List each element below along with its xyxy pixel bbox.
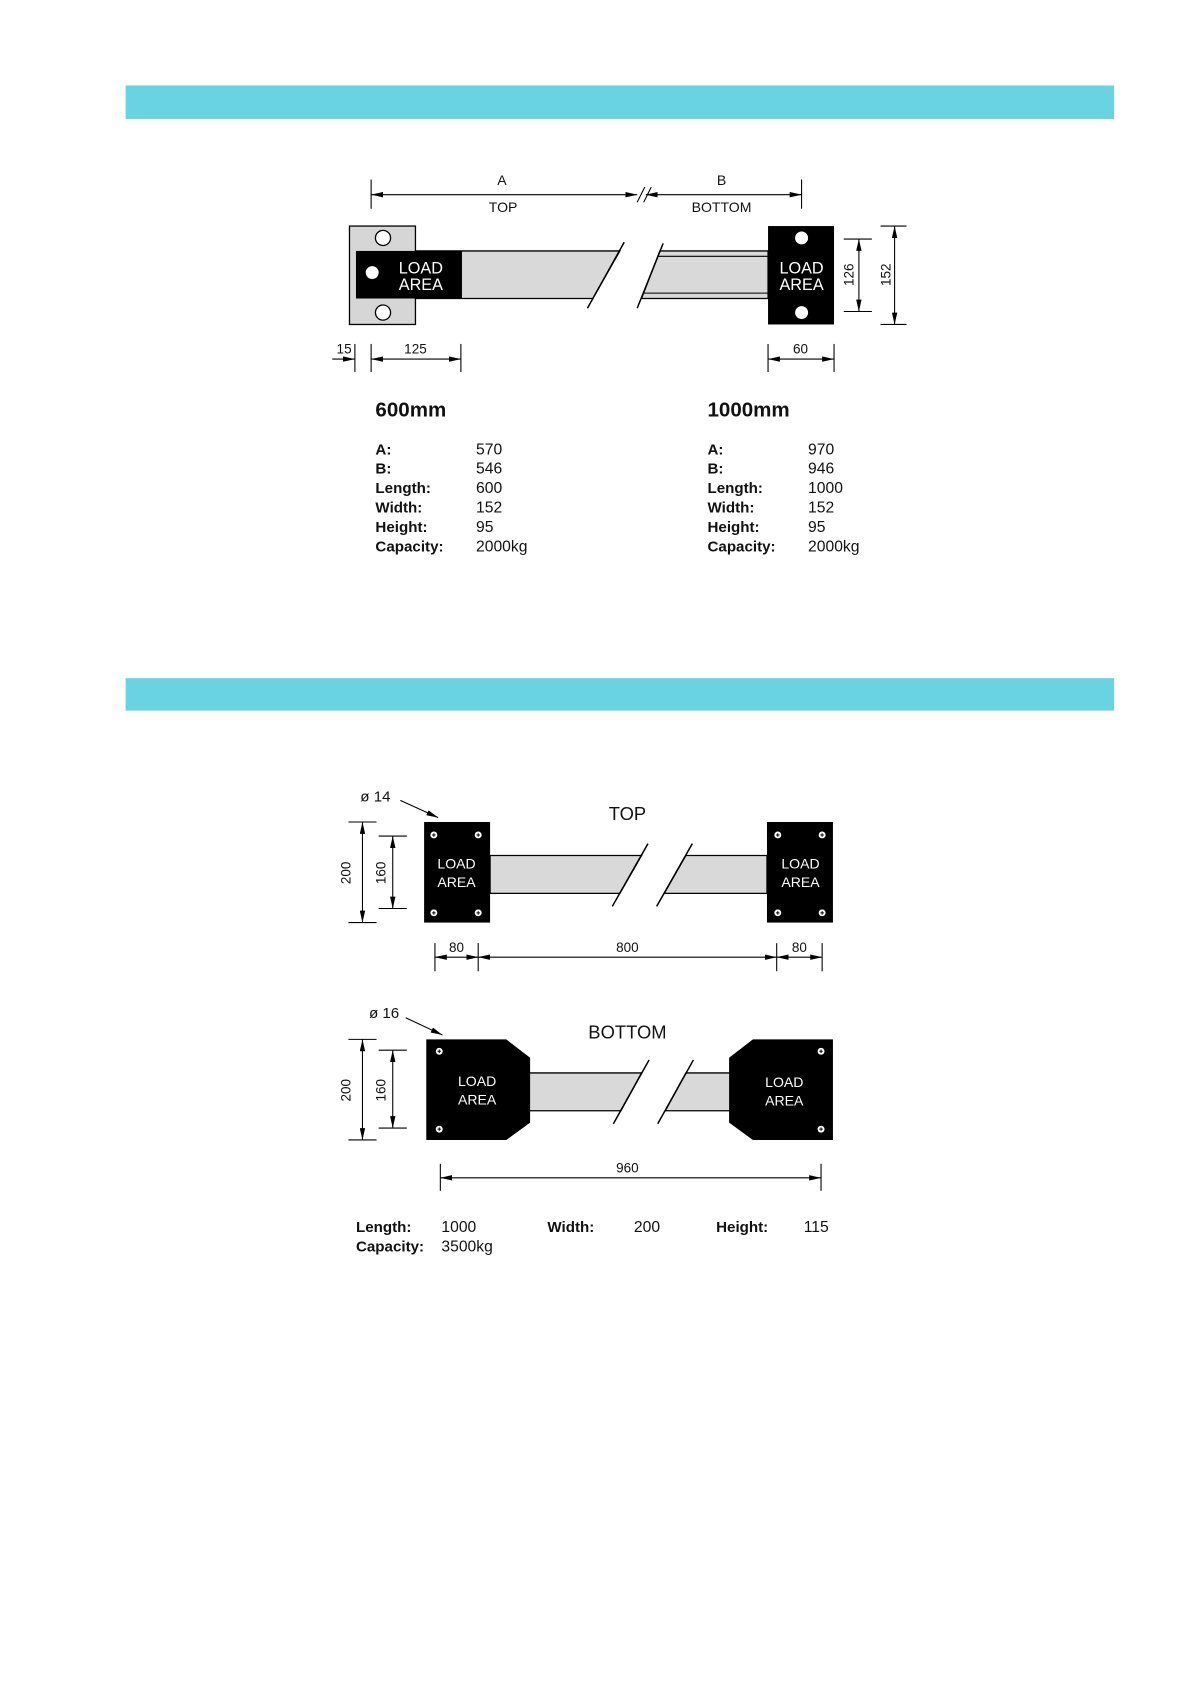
spec-value: 2000kg [476, 538, 528, 556]
spec-value: 152 [808, 499, 835, 517]
hole-diameter-label: ø 14 [360, 788, 391, 806]
pin-hole [795, 231, 808, 244]
bolt-hole-marker [430, 832, 437, 839]
model-title: 1000mm [707, 398, 790, 422]
mounting-hole [375, 305, 390, 320]
spec-label: Width: [375, 499, 423, 517]
load-area-left [426, 1039, 530, 1140]
slide-bar-drawing [332, 172, 906, 372]
spec-value: 600 [476, 480, 503, 498]
spec-value: 2000kg [808, 538, 860, 556]
mounting-hole [375, 230, 390, 245]
spec-value: 946 [808, 460, 835, 478]
spec-value: 570 [476, 441, 503, 459]
spec-value: 546 [476, 460, 503, 478]
dimension-outer-height: 152 [878, 263, 894, 286]
model-spec-600 [375, 398, 527, 555]
load-area-label-line1: LOAD [437, 855, 476, 872]
dimension-load-right: 80 [791, 939, 807, 955]
spec-label: Width: [547, 1218, 595, 1236]
pin-hole [366, 266, 379, 279]
spec-value: 970 [808, 441, 835, 459]
spec-label: Length: [707, 480, 763, 498]
spec-label: Capacity: [375, 538, 444, 556]
spec-label: Width: [707, 499, 755, 517]
top-view-drawing [339, 788, 833, 971]
dimension-width: 200 [338, 1078, 354, 1102]
load-area-label-line1: LOAD [398, 259, 443, 278]
dimension-load-width: 160 [373, 1078, 389, 1102]
spec-value: 95 [808, 519, 826, 537]
load-area-label-line1: LOAD [779, 259, 824, 278]
dimension-a-side: TOP [488, 198, 518, 215]
spec-value: 1000 [808, 480, 843, 498]
dimension-a-label: A [497, 171, 507, 188]
hole-leader-line [400, 800, 438, 817]
model-title: 600mm [375, 398, 447, 422]
load-area-label-line2: AREA [437, 873, 476, 890]
section-header-bar [126, 678, 1115, 710]
load-area-label-line2: AREA [781, 873, 820, 890]
spec-value: 1000 [441, 1218, 477, 1236]
beam-section [490, 856, 641, 894]
beam-section [664, 856, 767, 894]
break-mark [637, 187, 645, 202]
spec-value: 3500kg [441, 1238, 493, 1256]
spec-value: 115 [803, 1218, 829, 1236]
beam-section [665, 1073, 740, 1111]
spec-value: 95 [476, 519, 494, 537]
bolt-hole-marker [774, 832, 781, 839]
spec-label: Length: [375, 480, 431, 498]
view-title: BOTTOM [588, 1021, 667, 1043]
model-spec-1000 [707, 398, 859, 555]
spec-label: B: [375, 460, 392, 478]
spec-label: A: [375, 441, 392, 459]
bolt-hole-marker [818, 1126, 825, 1133]
bolt-hole-marker [818, 1048, 825, 1055]
beam-bottom-section [642, 251, 769, 299]
dimension-b-label: B [716, 171, 727, 188]
spec-value: 200 [633, 1218, 661, 1236]
dimension-load-length-right: 60 [792, 341, 809, 357]
dimension-span: 960 [616, 1160, 639, 1176]
bolt-hole-marker [436, 1126, 443, 1133]
load-area-label-line1: LOAD [781, 855, 820, 872]
load-area-label-line2: AREA [457, 1091, 497, 1108]
section-1 [126, 85, 1115, 555]
dimension-load-width: 160 [373, 861, 389, 885]
view-title: TOP [608, 802, 647, 824]
dimension-inner-height: 126 [841, 263, 857, 286]
dimension-width: 200 [338, 861, 354, 885]
spec-label: Height: [707, 519, 760, 537]
spec-label: Capacity: [707, 538, 776, 556]
bolt-hole-marker [475, 832, 482, 839]
hole-diameter-label: ø 16 [368, 1004, 400, 1022]
load-area-label-line2: AREA [765, 1092, 804, 1109]
bolt-hole-marker [774, 909, 781, 916]
dimension-offset: 15 [336, 341, 352, 357]
dimension-load-length-left: 125 [404, 341, 427, 357]
dimension-span: 800 [616, 939, 639, 955]
section-2-specs [356, 1219, 829, 1255]
load-area-label-line1: LOAD [457, 1072, 497, 1089]
spec-label: Height: [375, 519, 428, 537]
spec-label: Length: [355, 1218, 412, 1236]
bolt-hole-marker [819, 909, 826, 916]
bolt-hole-marker [430, 909, 437, 916]
spec-value: 152 [476, 499, 503, 517]
dimension-load-left: 80 [449, 939, 465, 955]
section-2 [126, 678, 1115, 1255]
bolt-hole-marker [436, 1048, 443, 1055]
hole-leader-line [406, 1018, 443, 1035]
bolt-hole-marker [819, 832, 826, 839]
section-header-bar [126, 85, 1115, 119]
spec-label: A: [707, 441, 724, 459]
spec-label: B: [707, 460, 724, 478]
dimension-b-side: BOTTOM [691, 198, 752, 215]
bolt-hole-marker [475, 909, 482, 916]
pin-hole [795, 306, 808, 319]
spec-label: Height: [716, 1218, 769, 1236]
bottom-view-drawing [339, 1005, 833, 1191]
load-area-label-line2: AREA [398, 275, 443, 294]
load-area-label-line1: LOAD [765, 1073, 804, 1090]
spec-label: Capacity: [355, 1238, 425, 1256]
load-area-label-line2: AREA [779, 275, 824, 294]
